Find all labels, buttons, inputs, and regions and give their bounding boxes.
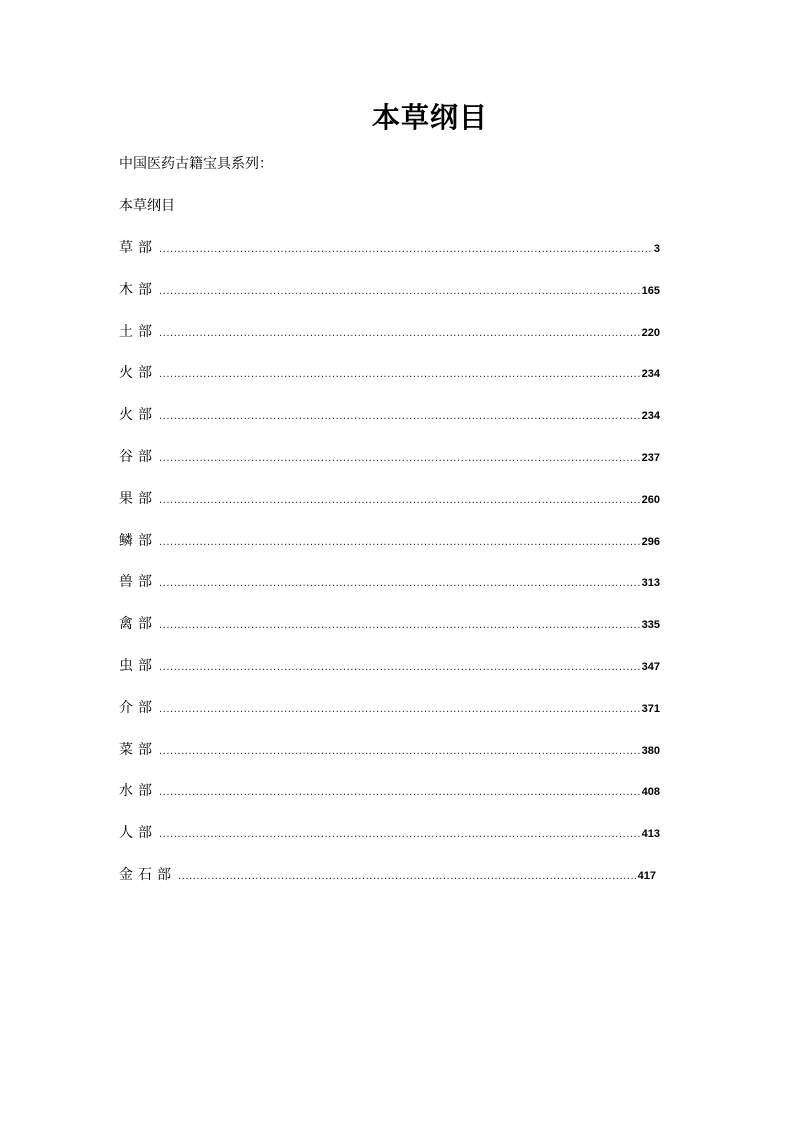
toc-entry[interactable] [119, 865, 660, 907]
table-of-contents [119, 238, 660, 907]
toc-entry-page: 165 [641, 284, 660, 297]
toc-entry[interactable] [119, 322, 660, 364]
toc-entry-page: 335 [641, 619, 660, 632]
toc-leader-dots [159, 658, 640, 678]
toc-entry[interactable] [119, 363, 660, 405]
toc-entry-page: 380 [641, 744, 660, 757]
document-title: 本草纲目 [371, 101, 488, 134]
toc-entry-page: 313 [641, 577, 660, 590]
toc-leader-dots [178, 867, 636, 887]
toc-leader-dots [159, 407, 640, 427]
toc-entry-label: 火部 [119, 407, 157, 424]
toc-entry[interactable] [119, 405, 660, 447]
toc-entry-label: 人部 [119, 825, 157, 842]
toc-entry-page: 234 [641, 410, 660, 423]
toc-leader-dots [159, 700, 640, 720]
toc-entry[interactable] [119, 280, 660, 322]
toc-entry-label: 果部 [119, 490, 157, 507]
toc-entry-label: 草部 [119, 240, 157, 256]
toc-entry-label: 水部 [119, 783, 157, 800]
toc-entry-page: 234 [641, 368, 660, 381]
toc-entry-label: 兽部 [119, 574, 157, 591]
toc-entry[interactable] [119, 531, 660, 573]
toc-entry[interactable] [119, 447, 660, 489]
toc-leader-dots [159, 324, 640, 344]
series-label: 中国医药古籍宝具系列： [119, 156, 273, 172]
toc-entry-label: 介部 [119, 699, 157, 716]
toc-entry-page: 417 [637, 869, 656, 882]
toc-entry[interactable] [119, 572, 660, 614]
toc-entry-label: 谷部 [119, 448, 157, 465]
toc-leader-dots [159, 240, 652, 260]
toc-entry-label: 菜部 [119, 741, 157, 758]
toc-leader-dots [159, 533, 640, 553]
toc-leader-dots [159, 491, 640, 511]
toc-entry-page: 220 [641, 326, 660, 339]
toc-leader-dots [159, 825, 640, 845]
toc-entry-label: 鳞部 [119, 532, 157, 549]
toc-leader-dots [159, 282, 640, 302]
toc-entry[interactable] [119, 614, 660, 656]
toc-entry-label: 虫部 [119, 657, 157, 674]
toc-entry[interactable] [119, 740, 660, 782]
toc-entry[interactable] [119, 781, 660, 823]
toc-entry[interactable] [119, 823, 660, 865]
toc-entry-label: 火部 [119, 365, 157, 382]
toc-entry[interactable] [119, 238, 660, 280]
toc-entry-label: 土部 [119, 323, 157, 340]
toc-leader-dots [159, 616, 640, 636]
toc-entry-label: 木部 [119, 281, 157, 298]
toc-entry[interactable] [119, 489, 660, 531]
toc-entry-page: 260 [641, 493, 660, 506]
toc-leader-dots [159, 449, 640, 469]
toc-leader-dots [159, 365, 640, 385]
toc-entry-page: 413 [641, 828, 660, 841]
toc-leader-dots [159, 574, 640, 594]
toc-entry[interactable] [119, 698, 660, 740]
toc-entry-page: 296 [641, 535, 660, 548]
toc-entry-page: 408 [641, 786, 660, 799]
toc-leader-dots [159, 742, 640, 762]
toc-entry-label: 金石部 [119, 866, 176, 883]
toc-entry-label: 禽部 [119, 616, 157, 633]
toc-entry-page: 371 [641, 702, 660, 715]
toc-heading: 本草纲目 [119, 198, 175, 214]
toc-entry-page: 3 [653, 243, 660, 255]
toc-entry[interactable] [119, 656, 660, 698]
toc-entry-page: 237 [641, 451, 660, 464]
toc-entry-page: 347 [641, 660, 660, 673]
toc-leader-dots [159, 783, 640, 803]
